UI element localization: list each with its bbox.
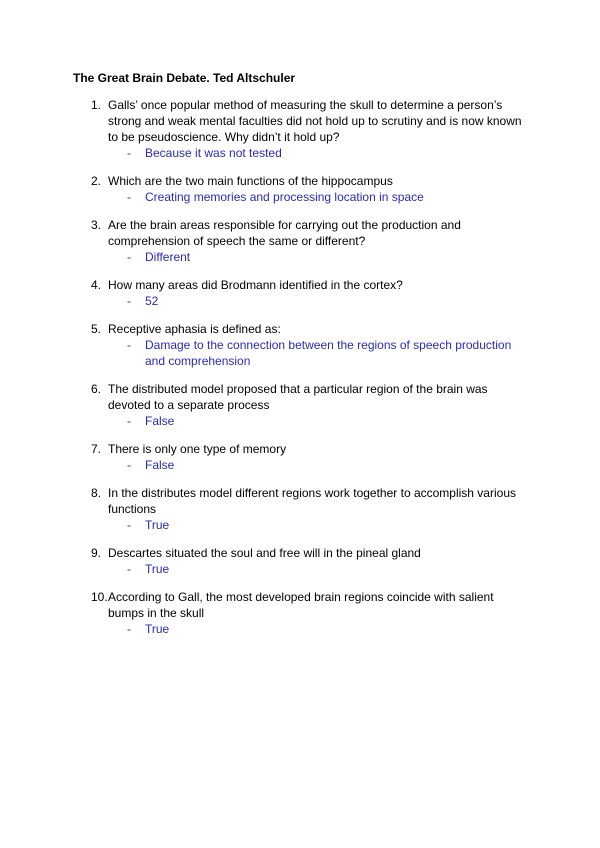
- answer-bullet: -: [127, 146, 131, 160]
- question-number: 6.: [91, 382, 102, 396]
- answer-bullet: -: [127, 190, 131, 204]
- answer-text: False: [145, 414, 175, 428]
- answer-item: [127, 621, 525, 637]
- question-number: 2.: [91, 174, 102, 188]
- question-item-5: [0, 321, 600, 369]
- question-text: Descartes situated the soul and free will in the pineal gland: [108, 546, 421, 560]
- question-text: Receptive aphasia is defined as:: [108, 322, 281, 336]
- answer-item: [127, 293, 525, 309]
- question-number: 9.: [91, 546, 102, 560]
- answer-bullet: -: [127, 414, 131, 428]
- question-number: 5.: [91, 322, 102, 336]
- answer-item: [127, 249, 525, 265]
- answer-item: [127, 189, 525, 205]
- answer-item: [127, 561, 525, 577]
- question-item-2: [0, 173, 600, 205]
- question-text: In the distributes model different regions work together to accomplish various functions: [108, 486, 516, 516]
- question-number: 4.: [91, 278, 102, 292]
- answer-item: [127, 457, 525, 473]
- question-text: According to Gall, the most developed brain regions coincide with salient bumps in the skull: [108, 590, 494, 620]
- answer-bullet: -: [127, 458, 131, 472]
- document-title: The Great Brain Debate. Ted Altschuler: [73, 71, 296, 85]
- question-item-7: [0, 441, 600, 473]
- answer-text: Damage to the connection between the regions of speech production and comprehension: [145, 338, 512, 368]
- question-text: There is only one type of memory: [108, 442, 287, 456]
- question-item-8: [0, 485, 600, 533]
- answer-item: [127, 517, 525, 533]
- answer-text: 52: [145, 294, 159, 308]
- answer-text: Creating memories and processing location in space: [145, 190, 424, 204]
- answer-text: True: [145, 622, 170, 636]
- question-number: 7.: [91, 442, 102, 456]
- question-item-3: [0, 217, 600, 265]
- question-number: 3.: [91, 218, 102, 232]
- answer-item: [127, 413, 525, 429]
- answer-bullet: -: [127, 294, 131, 308]
- question-list: [0, 97, 600, 649]
- answer-text: True: [145, 518, 170, 532]
- question-item-10: [0, 589, 600, 637]
- question-number: 1.: [91, 98, 102, 112]
- answer-bullet: -: [127, 518, 131, 532]
- answer-bullet: -: [127, 622, 131, 636]
- answer-text: True: [145, 562, 170, 576]
- question-item-9: [0, 545, 600, 577]
- answer-text: Different: [145, 250, 191, 264]
- answer-item: [127, 145, 525, 161]
- question-text: The distributed model proposed that a particular region of the brain was devoted to a separate process: [108, 382, 488, 412]
- question-text: Which are the two main functions of the hippocampus: [108, 174, 393, 188]
- answer-bullet: -: [127, 338, 131, 352]
- question-item-4: [0, 277, 600, 309]
- question-text: Galls’ once popular method of measuring the skull to determine a person’s strong and weak mental faculties did not hold up to scrutiny and is now known to be pseudoscience. Why didn’t it hold up?: [108, 98, 522, 144]
- answer-text: Because it was not tested: [145, 146, 282, 160]
- answer-item: [127, 337, 525, 369]
- question-number: 8.: [91, 486, 102, 500]
- answer-text: False: [145, 458, 175, 472]
- question-item-6: [0, 381, 600, 429]
- question-item-1: [0, 97, 600, 161]
- question-text: How many areas did Brodmann identified in the cortex?: [108, 278, 403, 292]
- answer-bullet: -: [127, 250, 131, 264]
- question-text: Are the brain areas responsible for carrying out the production and comprehension of speech the same or different?: [108, 218, 461, 248]
- answer-bullet: -: [127, 562, 131, 576]
- question-number: 10.: [91, 590, 108, 604]
